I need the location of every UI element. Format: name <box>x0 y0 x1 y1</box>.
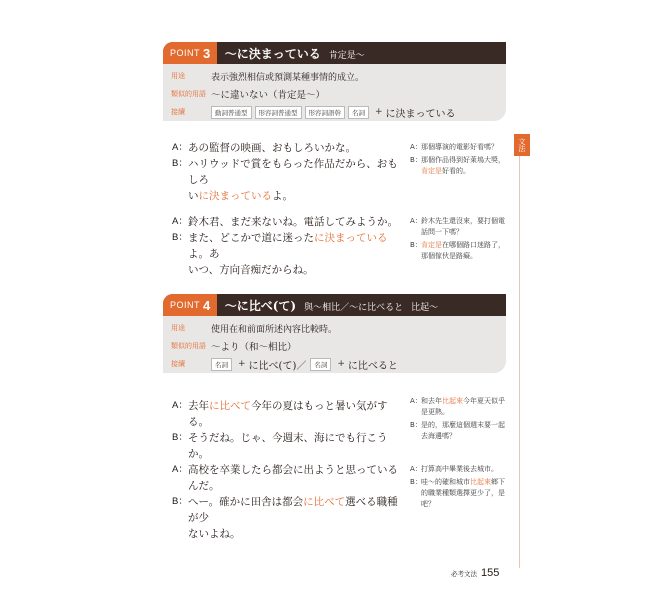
point-meaning: 比起～ <box>411 302 439 313</box>
dialog-line-b-cont: いつ、方向音痴だからね。 <box>188 264 314 276</box>
connection-row <box>171 355 498 373</box>
dialog-text: へー。確かに田舎は都会 <box>188 496 304 508</box>
translation-text: 在哪個路口迷路了，那個傢伙是路癡。 <box>421 241 505 260</box>
dialog-text: あの監督の映画、おもしろいかな。 <box>188 142 356 154</box>
translation-line <box>410 396 510 418</box>
translation-text: 打算高中畢業後去城市。 <box>421 465 498 473</box>
dialog-text: また、どこかで道に迷った <box>188 232 314 244</box>
highlighted-translation: 肯定是 <box>421 241 442 249</box>
connection-chip: 形容詞語幹 <box>305 106 346 119</box>
speaker-label: B： <box>410 478 422 486</box>
speaker-label: B： <box>410 241 422 249</box>
point-badge <box>163 42 217 64</box>
translation-2 <box>410 216 510 264</box>
point-number: 4 <box>203 297 211 313</box>
connection-label: 接續 <box>171 360 185 368</box>
highlighted-grammar: に比べて <box>209 400 251 412</box>
side-divider <box>519 156 520 568</box>
plus-sign: + <box>337 359 345 369</box>
connection-form: に比べると <box>347 360 398 372</box>
page-number: 155 <box>481 567 500 579</box>
dialog-line-b-cont <box>172 188 404 204</box>
translation-text: 那個導演的電影好看嗎？ <box>421 143 498 151</box>
connection-chip: 名詞 <box>211 358 232 371</box>
highlighted-translation: 比起來 <box>470 478 491 486</box>
translation-line <box>410 142 510 153</box>
connection-chip: 名詞 <box>310 358 331 371</box>
translation-text: 鈴木先生還沒來，要打個電話問一下嗎？ <box>421 217 505 236</box>
connection-row <box>171 103 498 121</box>
usage-label: 用途 <box>171 72 185 80</box>
section-tab-label: 文法 <box>518 138 526 152</box>
point-badge-label: POINT <box>170 48 201 58</box>
connection-label: 接續 <box>171 108 185 116</box>
translation-line <box>410 477 510 510</box>
dialog-line-b <box>172 230 404 262</box>
similar-row <box>171 337 498 355</box>
dialog-line-b <box>172 494 404 526</box>
dialog-text: 去年 <box>188 400 209 412</box>
dialog-line-b <box>172 156 404 188</box>
usage-label: 用途 <box>171 324 185 332</box>
usage-row <box>171 319 498 337</box>
point-grammar: ～に決まっている <box>224 46 321 61</box>
dialog-text: よ。 <box>272 190 293 202</box>
point-number: 3 <box>203 45 211 61</box>
point-3-info <box>163 64 506 121</box>
dialog-text: よ。あ <box>188 248 220 260</box>
dialog-text: い <box>188 190 199 202</box>
connection-chip: 形容詞普通型 <box>255 106 302 119</box>
translation-text: 那個作品得到好萊塢大獎， <box>421 156 505 164</box>
translation-line <box>410 464 510 475</box>
dialog-2 <box>172 214 404 278</box>
point-title <box>225 45 365 62</box>
speaker-label: A： <box>410 465 422 473</box>
dialog-text: 高校を卒業したら都会に出ようと思っているんだ。 <box>188 464 398 492</box>
similar-row <box>171 85 498 103</box>
plus-sign: + <box>375 107 383 117</box>
point-alt-form: 與～相比／～に比べると <box>304 302 404 313</box>
usage-text: 使用在和前面所述內容比較時。 <box>211 324 338 335</box>
speaker-label: A： <box>410 217 422 225</box>
dialog-4 <box>172 462 404 542</box>
speaker-label: B： <box>410 156 422 164</box>
translation-text: 今年夏天似乎是更熱。 <box>421 397 505 416</box>
dialog-line-a <box>172 462 404 494</box>
translation-text: 和去年 <box>421 397 442 405</box>
dialog-1 <box>172 140 404 204</box>
translation-line <box>410 216 510 238</box>
connection-chip: 動詞普通型 <box>211 106 252 119</box>
translation-line <box>410 155 510 177</box>
point-grammar: ～に比べ(て) <box>224 298 297 313</box>
point-badge-label: POINT <box>170 300 201 310</box>
similar-label: 類似的用語 <box>171 90 206 98</box>
translation-text: 鄉下的職業種類選擇更少了，是吧？ <box>421 478 505 508</box>
point-title <box>225 297 438 314</box>
dialog-3 <box>172 398 404 462</box>
similar-label: 類似的用語 <box>171 342 206 350</box>
connection-chip: 名詞 <box>348 106 369 119</box>
dialog-text: 今年の夏はもっと暑い気がする。 <box>188 400 388 428</box>
speaker-label: A： <box>410 143 422 151</box>
translation-text: 哇～的確和城市 <box>421 478 470 486</box>
point-3-header <box>163 42 506 64</box>
dialog-text: そうだね。じゃ、今週末、海にでも行こうか。 <box>188 432 388 460</box>
footer-section-label: 必考文法 <box>451 570 477 578</box>
speaker-label: A： <box>172 216 188 227</box>
dialog-line-b-cont: ないよね。 <box>188 528 241 540</box>
translation-1 <box>410 142 510 179</box>
translation-text: 是的，那麼這個週末要一起去海邊嗎？ <box>421 421 505 440</box>
point-4-header <box>163 294 506 316</box>
speaker-label: B： <box>172 496 188 507</box>
dialog-line-b <box>172 430 404 462</box>
speaker-label: A： <box>172 400 188 411</box>
usage-row <box>171 67 498 85</box>
point-4-info <box>163 316 506 373</box>
dialog-text: 選べる職種が少 <box>188 496 398 524</box>
speaker-label: B： <box>410 421 422 429</box>
dialog-line-a <box>172 214 404 230</box>
dialog-line-a <box>172 140 404 156</box>
dialog-line-a <box>172 398 404 430</box>
point-meaning: 肯定是～ <box>328 50 365 61</box>
speaker-label: B： <box>172 432 188 443</box>
highlighted-grammar: に決まっている <box>314 232 388 244</box>
translation-3 <box>410 396 510 444</box>
speaker-label: A： <box>410 397 422 405</box>
highlighted-grammar: に決まっている <box>198 190 272 202</box>
dialog-text: ハリウッドで賞をもらった作品だから、おもしろ <box>188 158 398 186</box>
translation-line <box>410 240 510 262</box>
dialog-text: 鈴木君、まだ来ないね。電話してみようか。 <box>188 216 398 228</box>
plus-sign: + <box>238 359 246 369</box>
translation-line <box>410 420 510 442</box>
highlighted-translation: 肯定是 <box>421 167 442 175</box>
connection-form: に比べ(て)／ <box>248 360 307 372</box>
translation-4 <box>410 464 510 512</box>
highlighted-grammar: に比べて <box>303 496 346 508</box>
usage-text: 表示強烈相信或預測某種事情的成立。 <box>211 72 365 83</box>
similar-text: ～に違いない（肯定是～） <box>211 90 326 101</box>
page-footer <box>451 567 499 579</box>
speaker-label: A： <box>172 464 188 475</box>
highlighted-translation: 比起來 <box>442 397 463 405</box>
connection-form: に決まっている <box>385 108 456 120</box>
translation-text: 好看的。 <box>442 167 470 175</box>
point-badge <box>163 294 217 316</box>
section-tab[interactable] <box>514 134 530 156</box>
speaker-label: B： <box>172 232 188 243</box>
speaker-label: A： <box>172 142 188 153</box>
speaker-label: B： <box>172 158 188 169</box>
similar-text: ～より（和～相比） <box>211 342 297 353</box>
